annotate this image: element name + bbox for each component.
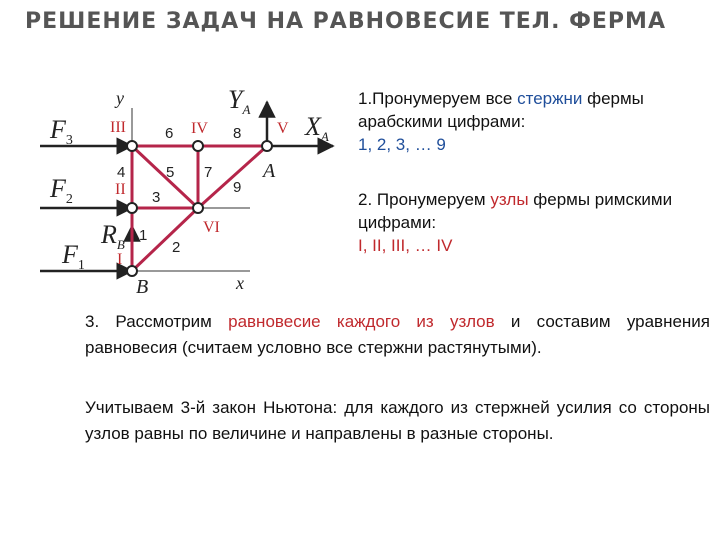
node-vi-label: VI xyxy=(203,219,220,236)
f3-label: $F_3$ xyxy=(50,115,73,148)
x-axis-label: x xyxy=(236,273,244,293)
ya-label: $Y_A$ xyxy=(228,85,251,117)
step1-highlight: стержни xyxy=(517,89,583,108)
step3-rest: и составим уравнения равновесия (считаем условно все стержни растянутыми). xyxy=(85,312,711,357)
step3-paragraph xyxy=(85,309,710,361)
y-axis-label: y xyxy=(116,88,124,108)
step4-paragraph xyxy=(85,395,710,447)
node-ii-label: II xyxy=(115,181,126,198)
step2-rest: фермы римскими цифрами: xyxy=(358,190,673,232)
step2-highlight: узлы xyxy=(490,190,529,209)
rod-2-label: 2 xyxy=(172,239,181,256)
node-iii-label: III xyxy=(110,119,126,136)
node-i xyxy=(127,266,137,276)
rod-7-label: 7 xyxy=(204,164,213,181)
xa-label: $X_A$ xyxy=(305,112,329,144)
node-v-label: V xyxy=(277,120,289,137)
node-iii xyxy=(127,141,137,151)
point-a-label: A xyxy=(263,160,276,182)
rod-3-label: 3 xyxy=(152,189,161,206)
rod-4-label: 4 xyxy=(117,164,126,181)
rod-8-label: 8 xyxy=(233,125,242,142)
rod-6-label: 6 xyxy=(165,125,174,142)
rb-label: $R_B$ xyxy=(101,220,125,252)
node-vi xyxy=(193,203,203,213)
step2-note xyxy=(358,188,678,257)
step4-text: Учитываем 3-й закон Ньютона: для каждого из стержней усилия со стороны узлов равны по величине и направлены в разные стороны. xyxy=(85,398,710,443)
point-b-label: B xyxy=(136,276,149,298)
rod-5 xyxy=(132,146,198,208)
node-iv xyxy=(193,141,203,151)
step2-text: 2. Пронумеруем xyxy=(358,190,491,209)
step3-highlight: равновесие каждого из узлов xyxy=(228,312,495,331)
node-iv-label: IV xyxy=(191,120,208,137)
step1-text: 1.Пронумеруем все xyxy=(358,89,518,108)
step2-sequence: I, II, III, … IV xyxy=(358,236,453,255)
step1-sequence: 1, 2, 3, … 9 xyxy=(358,135,446,154)
node-i-label: I xyxy=(117,251,123,268)
rod-5-label: 5 xyxy=(166,164,175,181)
rod-1-label: 1 xyxy=(139,227,148,244)
step3-text: 3. Рассмотрим xyxy=(85,312,229,331)
step1-rest: фермы арабскими цифрами: xyxy=(358,89,644,131)
f1-label: $F_1$ xyxy=(62,240,85,273)
rod-9-label: 9 xyxy=(233,179,242,196)
step1-note xyxy=(358,87,678,156)
f2-label: $F_2$ xyxy=(50,174,73,207)
page-title: РЕШЕНИЕ ЗАДАЧ НА РАВНОВЕСИЕ ТЕЛ. ФЕРМА xyxy=(25,9,666,34)
node-v xyxy=(262,141,272,151)
node-ii xyxy=(127,203,137,213)
